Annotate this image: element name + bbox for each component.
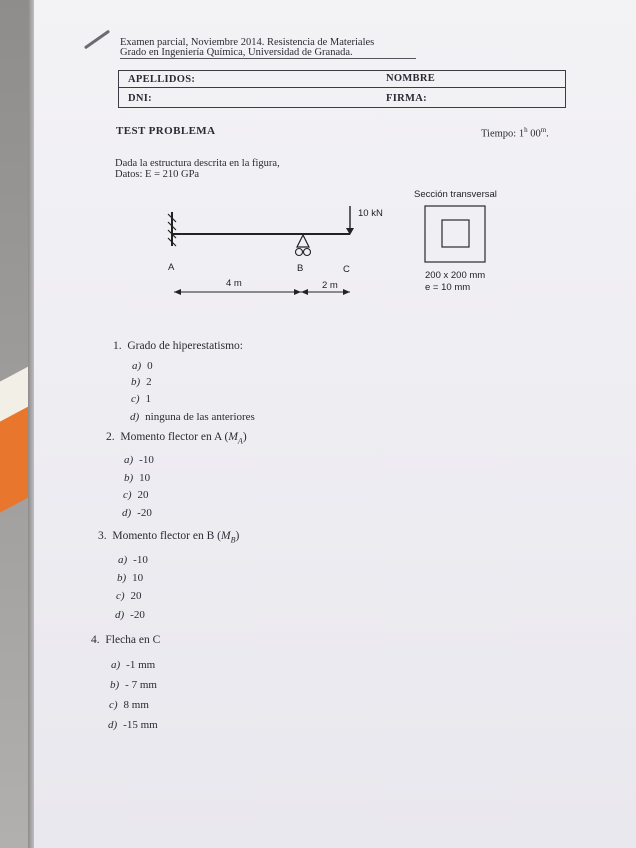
span-bc-label: 2 m <box>322 280 338 291</box>
q2-option-b: b) 10 <box>124 472 151 484</box>
roller-wheel-right <box>304 249 311 256</box>
q2-option-d: d) -20 <box>122 507 152 519</box>
roller-support <box>297 235 309 247</box>
section-title-label: Sección transversal <box>414 189 497 200</box>
q3-option-d: d) -20 <box>115 609 145 621</box>
q1-option-d: d) ninguna de las anteriores <box>130 411 255 423</box>
question-3: 3. Momento flector en B $(M_B)$ <box>98 530 240 545</box>
q3-option-c: c) 20 <box>116 590 142 602</box>
load-label: 10 kN <box>358 208 383 219</box>
section-thickness: e = 10 mm <box>425 282 471 293</box>
problem-data: Datos: E = 210 GPa <box>115 169 200 180</box>
dni-label: DNI: <box>128 93 152 104</box>
q4-option-d: d) -15 mm <box>108 719 158 731</box>
firma-label: FIRMA: <box>386 93 427 104</box>
section-outer <box>425 206 485 262</box>
exam-header-line2: Grado en Ingeniería Química, Universidad de Granada. <box>120 47 353 58</box>
q1-option-c: c) 1 <box>131 393 152 405</box>
point-c-label: C <box>343 264 350 275</box>
dim-arrow-c <box>343 289 350 295</box>
roller-wheel-left <box>296 249 303 256</box>
exam-header-line1: Examen parcial, Noviembre 2014. Resistencia de Materiales <box>120 37 375 48</box>
q3-option-a: a) -10 <box>118 554 148 566</box>
point-b-label: B <box>297 263 304 274</box>
question-2: 2. Momento flector en A $(M_A)$ <box>106 431 247 446</box>
q2-option-a: a) -10 <box>124 454 154 466</box>
problem-statement: Dada la estructura descrita en la figura, <box>115 158 280 169</box>
dim-arrow-a <box>174 289 181 295</box>
q4-option-b: b) - 7 mm <box>110 679 157 691</box>
point-a-label: A <box>168 262 175 273</box>
q1-option-b: b) 2 <box>131 376 152 388</box>
question-4: 4. Flecha en C <box>91 634 161 646</box>
time-limit: Tiempo: 1$^h$ 00$^m$. <box>481 126 549 140</box>
question-1: 1. Grado de hiperestatismo: <box>113 340 243 352</box>
q1-option-a: a) 0 <box>132 360 153 372</box>
q4-option-a: a) -1 mm <box>111 659 156 671</box>
section-title: TEST PROBLEMA <box>116 125 216 137</box>
nombre-label: NOMBRE <box>386 73 436 84</box>
section-inner <box>442 220 469 247</box>
apellidos-label: APELLIDOS: <box>128 74 196 85</box>
q3-option-b: b) 10 <box>117 572 144 584</box>
span-ab-label: 4 m <box>226 278 242 289</box>
q4-option-c: c) 8 mm <box>109 699 149 711</box>
dim-arrow-b-left <box>294 289 301 295</box>
q2-option-c: c) 20 <box>123 489 149 501</box>
section-dimensions: 200 x 200 mm <box>425 270 486 281</box>
dim-arrow-b-right <box>301 289 308 295</box>
